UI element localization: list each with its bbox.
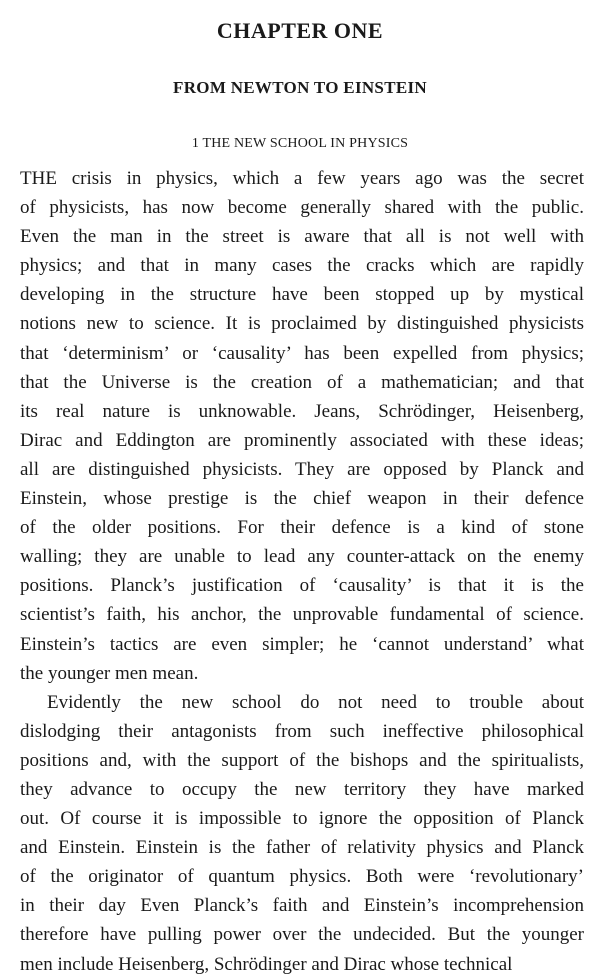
text-line: that ‘determinism’ or ‘causality’ has been expelled from physics; (20, 342, 584, 364)
text-line: scientist’s faith, his anchor, the unprovable fundamental of science. (20, 604, 584, 626)
text-line: therefore have pulling power over the undecided. But the younger (20, 924, 584, 946)
text-line: Dirac and Eddington are prominently associated with these ideas; (20, 429, 584, 451)
text-line: Even the man in the street is aware that all is not well with (20, 226, 584, 248)
text-line: its real nature is unknowable. Jeans, Schrödinger, Heisenberg, (20, 400, 584, 422)
text-line: in their day Even Planck’s faith and Einstein’s incomprehension (20, 895, 584, 917)
text-line: of the originator of quantum physics. Both were ‘revolutionary’ (20, 866, 584, 888)
text-line: that the Universe is the creation of a mathematician; and that (20, 371, 584, 393)
text-line: physics; and that in many cases the cracks which are rapidly (20, 255, 584, 277)
text-line: and Einstein. Einstein is the father of relativity physics and Planck (20, 837, 584, 859)
body-text (20, 164, 584, 979)
paragraph (20, 164, 584, 688)
text-line: men include Heisenberg, Schrödinger and Dirac whose technical (20, 953, 513, 975)
text-line: of the older positions. For their defence is a kind of stone (20, 517, 584, 539)
text-line: they advance to occupy the new territory they have marked (20, 778, 584, 800)
text-line: walling; they are unable to lead any counter-attack on the enemy (20, 546, 584, 568)
text-line: notions new to science. It is proclaimed by distinguished physicists (20, 313, 584, 335)
chapter-title: CHAPTER ONE (216, 18, 384, 43)
text-line: positions. Planck’s justification of ‘causality’ is that it is the (20, 575, 584, 597)
text-line: positions and, with the support of the bishops and the spiritualists, (20, 749, 584, 771)
text-line: out. Of course it is impossible to ignore the opposition of Planck (20, 808, 584, 830)
text-line: Einstein, whose prestige is the chief weapon in their defence (20, 488, 584, 510)
paragraph (20, 688, 584, 979)
text-line: Einstein’s tactics are even simpler; he ‘cannot understand’ what (20, 633, 584, 655)
text-line: dislodging their antagonists from such ineffective philosophical (20, 720, 584, 742)
section-heading: 1 THE NEW SCHOOL IN PHYSICS (191, 136, 409, 151)
text-line: THE crisis in physics, which a few years ago was the secret (20, 168, 584, 189)
text-line: the younger men mean. (20, 662, 199, 684)
text-line: developing in the structure have been stopped up by mystical (20, 284, 584, 306)
text-line: Evidently the new school do not need to trouble about (47, 691, 584, 713)
text-line: all are distinguished physicists. They are opposed by Planck and (20, 458, 584, 480)
chapter-subtitle: FROM NEWTON TO EINSTEIN (173, 78, 427, 97)
text-line: of physicists, has now become generally shared with the public. (20, 197, 584, 219)
